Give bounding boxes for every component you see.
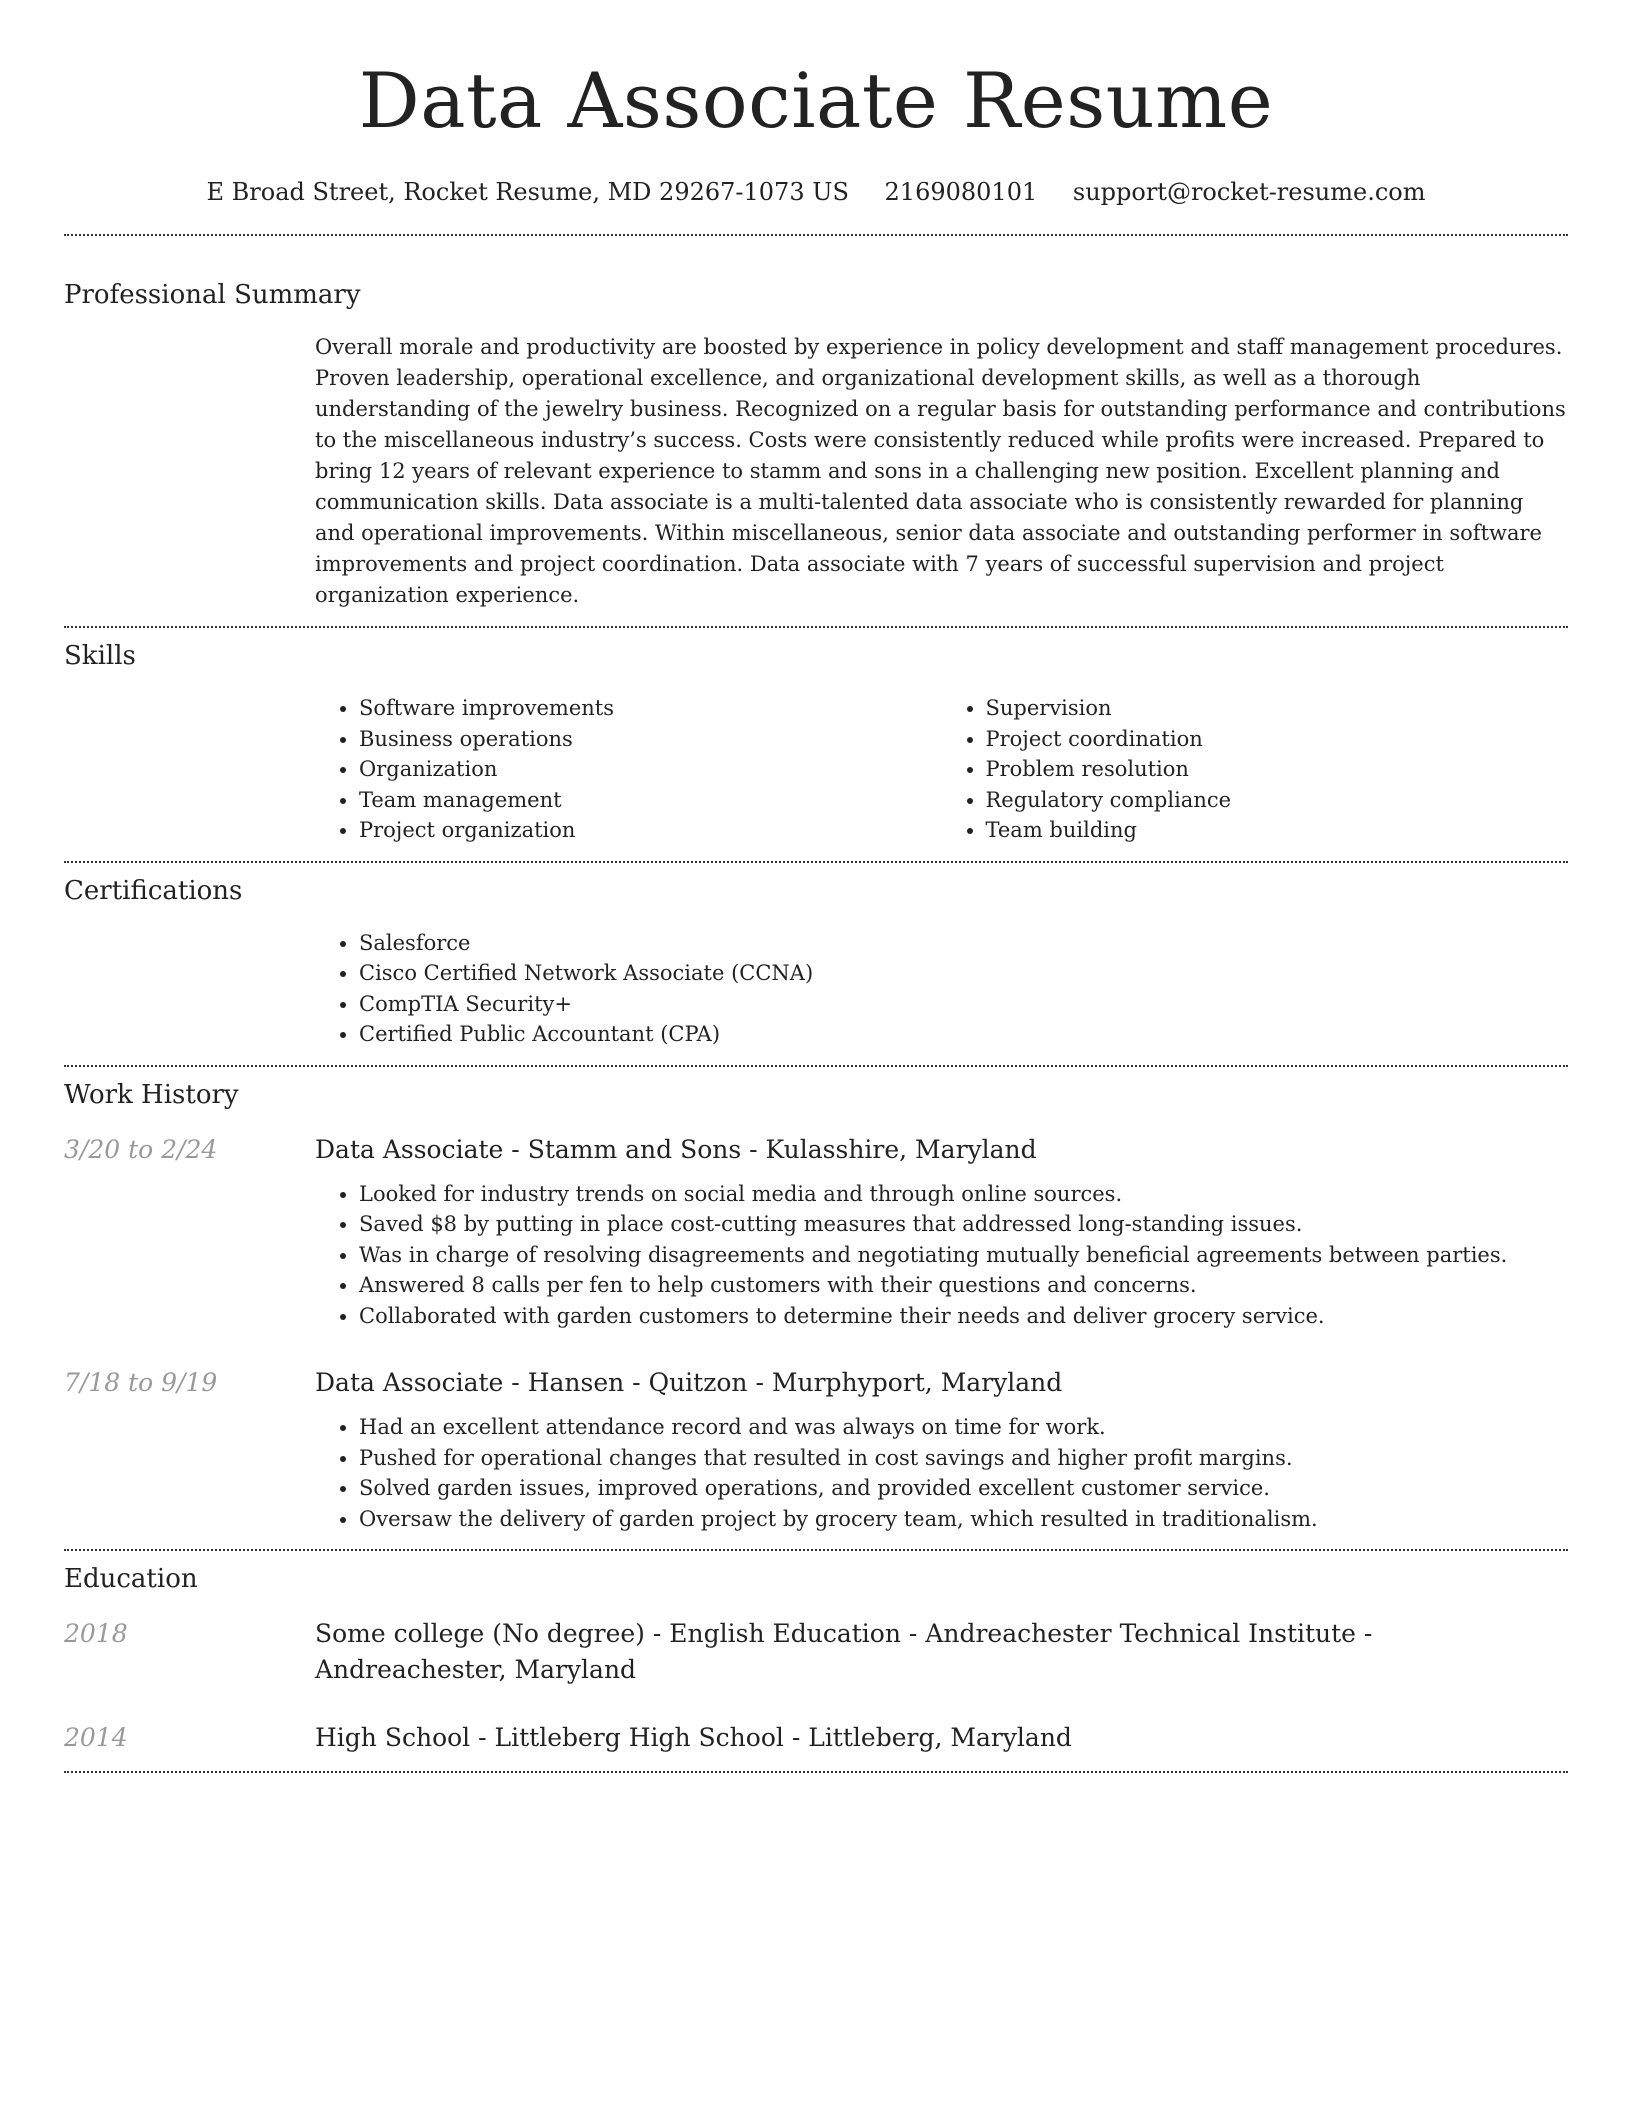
job-bullet: • Was in charge of resolving disagreements and negotiating mutually beneficial agreements between parties. xyxy=(359,1240,1568,1271)
skill-item: • Supervision xyxy=(986,693,1569,724)
job-bullet-list xyxy=(315,1412,1568,1534)
skill-item: • Team management xyxy=(359,785,942,816)
section-title-education: Education xyxy=(64,1564,198,1594)
job-dates: 3/20 to 2/24 xyxy=(64,1134,218,1164)
work-history-section xyxy=(64,1078,1568,1535)
education-entry xyxy=(64,1720,1568,1756)
skills-grid xyxy=(315,693,1568,846)
divider xyxy=(64,234,1568,236)
skill-item: • Software improvements xyxy=(359,693,942,724)
summary-content xyxy=(315,332,1568,611)
job-dates: 7/18 to 9/19 xyxy=(64,1368,218,1397)
job-header xyxy=(64,1365,1568,1401)
skill-item: • Organization xyxy=(359,754,942,785)
job-heading: Data Associate - Stamm and Sons - Kulasshire, Maryland xyxy=(315,1134,1037,1164)
section-title-work: Work History xyxy=(64,1079,239,1110)
section-title-summary: Professional Summary xyxy=(64,280,361,310)
contact-line xyxy=(64,176,1568,208)
education-heading: Some college (No degree) - English Education - Andreachester Technical Institute - Andreachester, Maryland xyxy=(315,1619,1373,1684)
job-bullet: • Solved garden issues, improved operations, and provided excellent customer service. xyxy=(359,1473,1568,1504)
certification-item: • Salesforce xyxy=(359,928,1568,959)
job-entry xyxy=(64,1365,1568,1534)
section-title-certifications: Certifications xyxy=(64,875,243,906)
job-bullet: • Oversaw the delivery of garden project by grocery team, which resulted in traditionalism. xyxy=(359,1504,1568,1535)
education-year: 2018 xyxy=(64,1619,128,1648)
skills-section xyxy=(64,639,1568,846)
divider xyxy=(64,626,1568,628)
job-bullets xyxy=(315,1412,1568,1534)
skill-item: • Regulatory compliance xyxy=(986,785,1569,816)
phone: 2169080101 xyxy=(884,178,1038,206)
education-year: 2014 xyxy=(64,1723,128,1752)
job-bullets xyxy=(315,1179,1568,1332)
divider xyxy=(64,861,1568,863)
education-entry xyxy=(64,1616,1568,1688)
certification-item: • Certified Public Accountant (CPA) xyxy=(359,1019,1568,1050)
job-bullet-list xyxy=(315,1179,1568,1332)
section-title-skills: Skills xyxy=(64,641,136,671)
summary-section xyxy=(64,278,1568,611)
email: support@rocket-resume.com xyxy=(1072,178,1426,206)
job-bullet: • Saved $8 by putting in place cost-cutting measures that addressed long-standing issues. xyxy=(359,1209,1568,1240)
skills-list-left xyxy=(315,693,942,846)
job-bullet: • Answered 8 calls per fen to help customers with their questions and concerns. xyxy=(359,1270,1568,1301)
job-bullet: • Collaborated with garden customers to determine their needs and deliver grocery service. xyxy=(359,1301,1568,1332)
certification-item: • CompTIA Security+ xyxy=(359,989,1568,1020)
job-bullet: • Had an excellent attendance record and was always on time for work. xyxy=(359,1412,1568,1443)
certifications-content xyxy=(315,928,1568,1050)
education-section xyxy=(64,1562,1568,1756)
divider xyxy=(64,1771,1568,1773)
resume-title: Data Associate Resume xyxy=(358,56,1274,145)
job-bullet: • Looked for industry trends on social media and through online sources. xyxy=(359,1179,1568,1210)
certification-item: • Cisco Certified Network Associate (CCNA) xyxy=(359,958,1568,989)
divider xyxy=(64,1549,1568,1551)
summary-text: Overall morale and productivity are boosted by experience in policy development and staff management procedures. Proven leadership, operational excellence, and organizational development skills, as well as a thorough understanding of the jewelry business. Recognized on a regular basis for outstanding performance and contributions to the miscellaneous industry’s success. Costs were consistently reduced while profits were increased. Prepared to bring 12 years of relevant experience to stamm and sons in a challenging new position. Excellent planning and communication skills. Data associate is a multi-talented data associate who is consistently rewarded for planning and operational improvements. Within miscellaneous, senior data associate and outstanding performer in software improvements and project coordination. Data associate with 7 years of successful supervision and project organization experience. xyxy=(315,335,1566,607)
skills-list-right xyxy=(942,693,1569,846)
certifications-list xyxy=(315,928,1568,1050)
job-bullet: • Pushed for operational changes that resulted in cost savings and higher profit margins. xyxy=(359,1443,1568,1474)
certifications-section xyxy=(64,874,1568,1050)
resume-page xyxy=(64,0,1568,1773)
job-entry xyxy=(64,1132,1568,1332)
job-heading: Data Associate - Hansen - Quitzon - Murphyport, Maryland xyxy=(315,1368,1063,1397)
address: E Broad Street, Rocket Resume, MD 29267-1073 US xyxy=(206,178,849,206)
job-header xyxy=(64,1132,1568,1168)
skill-item: • Problem resolution xyxy=(986,754,1569,785)
divider xyxy=(64,1065,1568,1067)
skill-item: • Business operations xyxy=(359,724,942,755)
skill-item: • Project organization xyxy=(359,815,942,846)
skill-item: • Team building xyxy=(986,815,1569,846)
education-heading: High School - Littleberg High School - Littleberg, Maryland xyxy=(315,1723,1072,1752)
skill-item: • Project coordination xyxy=(986,724,1569,755)
